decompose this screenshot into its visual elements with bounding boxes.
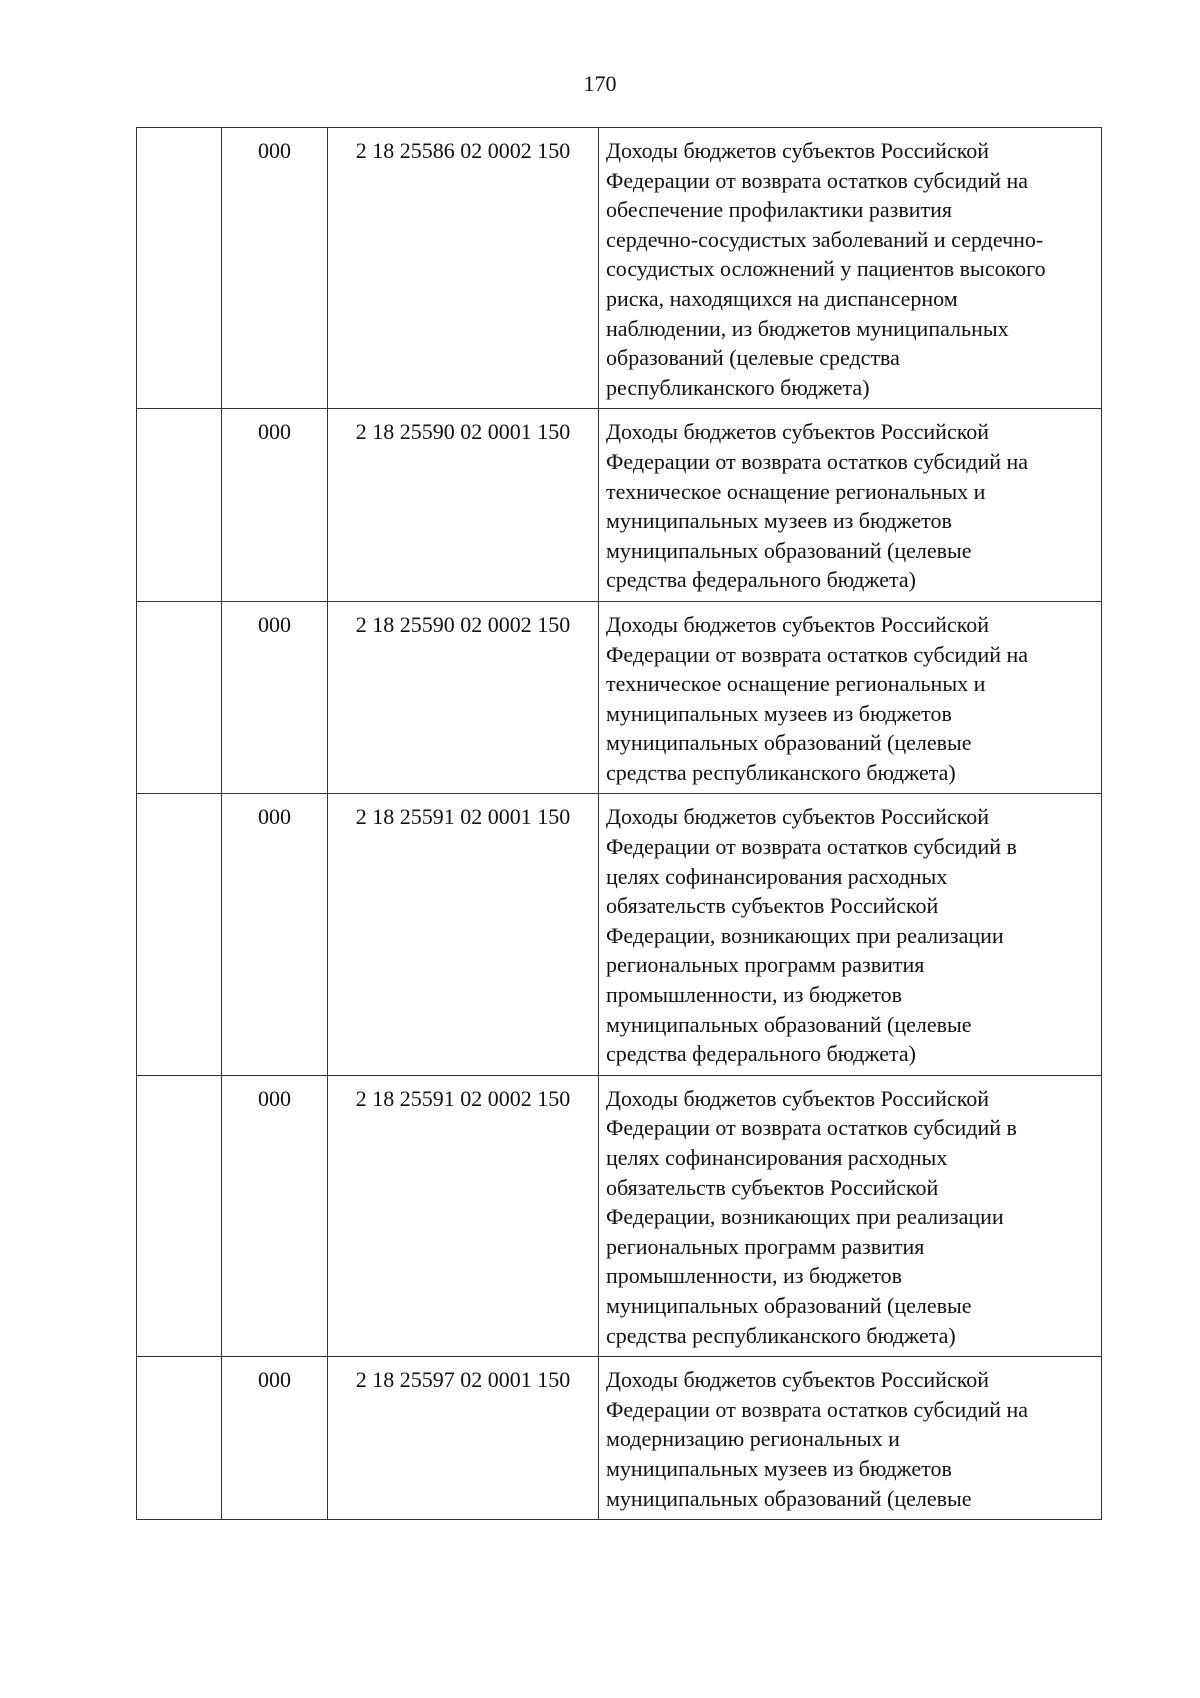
description-line: Доходы бюджетов субъектов Российской: [606, 1085, 990, 1111]
empty-cell: [137, 1075, 222, 1356]
description-line: Доходы бюджетов субъектов Российской: [606, 611, 990, 637]
description-cell: [599, 128, 1102, 409]
admin-code-cell: 000: [222, 1357, 328, 1520]
description-line: Федерации от возврата остатков субсидий на: [606, 448, 1029, 474]
description-line: Федерации, возникающих при реализации: [606, 922, 1004, 948]
table-body: [137, 128, 1102, 1520]
description-line: муниципальных образований (целевые: [606, 1485, 972, 1511]
description-line: средства республиканского бюджета): [606, 1322, 956, 1348]
description-line: Федерации от возврата остатков субсидий в: [606, 834, 1017, 860]
description-line: Федерации от возврата остатков субсидий в: [606, 1115, 1017, 1141]
description-line: риска, находящихся на диспансерном: [606, 285, 958, 311]
table-row: [137, 128, 1102, 409]
admin-code-cell: 000: [222, 128, 328, 409]
empty-cell: [137, 409, 222, 602]
description-line: Доходы бюджетов субъектов Российской: [606, 419, 990, 445]
admin-code-cell: 000: [222, 1075, 328, 1356]
description-line: муниципальных образований (целевые: [606, 537, 972, 563]
empty-cell: [137, 1357, 222, 1520]
kbk-code-cell: 2 18 25597 02 0001 150: [328, 1357, 599, 1520]
description-line: Федерации от возврата остатков субсидий на: [606, 641, 1029, 667]
description-line: целях софинансирования расходных: [606, 1145, 948, 1170]
admin-code-cell: 000: [222, 601, 328, 794]
description-line: муниципальных музеев из бюджетов: [606, 1455, 952, 1481]
description-line: муниципальных музеев из бюджетов: [606, 700, 952, 726]
description-line: региональных программ развития: [606, 1233, 925, 1259]
description-line: сердечно-сосудистых заболеваний и сердечно-: [606, 226, 1044, 252]
description-line: промышленности, из бюджетов: [606, 1263, 903, 1289]
description-cell: [599, 409, 1102, 602]
description-line: муниципальных музеев из бюджетов: [606, 508, 952, 534]
description-line: образований (целевые средства: [606, 345, 900, 371]
description-line: Доходы бюджетов субъектов Российской: [606, 804, 990, 830]
empty-cell: [137, 794, 222, 1075]
description-line: техническое оснащение региональных и: [606, 671, 986, 697]
kbk-code-cell: 2 18 25586 02 0002 150: [328, 128, 599, 409]
description-line: наблюдении, из бюджетов муниципальных: [606, 315, 1009, 341]
budget-classification-table: [136, 127, 1102, 1520]
description-line: муниципальных образований (целевые: [606, 1011, 972, 1037]
kbk-code-cell: 2 18 25590 02 0002 150: [328, 601, 599, 794]
description-line: промышленности, из бюджетов: [606, 982, 903, 1008]
description-line: средства федерального бюджета): [606, 567, 916, 593]
table-row: [137, 409, 1102, 602]
kbk-code-cell: 2 18 25591 02 0002 150: [328, 1075, 599, 1356]
table-row: [137, 794, 1102, 1075]
description-line: сосудистых осложнений у пациентов высокого: [606, 256, 1046, 282]
description-cell: [599, 601, 1102, 794]
description-cell: [599, 1357, 1102, 1520]
description-line: Доходы бюджетов субъектов Российской: [606, 138, 990, 163]
kbk-code-cell: 2 18 25590 02 0001 150: [328, 409, 599, 602]
description-line: Доходы бюджетов субъектов Российской: [606, 1367, 990, 1393]
description-line: обязательств субъектов Российской: [606, 893, 939, 919]
description-line: техническое оснащение региональных и: [606, 478, 986, 504]
description-line: муниципальных образований (целевые: [606, 730, 972, 756]
empty-cell: [137, 128, 222, 409]
description-line: муниципальных образований (целевые: [606, 1292, 972, 1318]
page-number: 170: [583, 71, 617, 96]
description-line: целях софинансирования расходных: [606, 863, 948, 889]
table-row: [137, 601, 1102, 794]
description-line: модернизацию региональных и: [606, 1426, 900, 1452]
description-line: Федерации от возврата остатков субсидий на: [606, 167, 1029, 193]
description-cell: [599, 794, 1102, 1075]
admin-code-cell: 000: [222, 794, 328, 1075]
description-line: обеспечение профилактики развития: [606, 197, 953, 223]
description-line: Федерации, возникающих при реализации: [606, 1204, 1004, 1230]
description-line: региональных программ развития: [606, 952, 925, 978]
description-line: средства республиканского бюджета): [606, 759, 956, 785]
kbk-code-cell: 2 18 25591 02 0001 150: [328, 794, 599, 1075]
description-line: средства федерального бюджета): [606, 1041, 916, 1067]
table-row: [137, 1357, 1102, 1520]
description-cell: [599, 1075, 1102, 1356]
table-row: [137, 1075, 1102, 1356]
admin-code-cell: 000: [222, 409, 328, 602]
description-line: Федерации от возврата остатков субсидий на: [606, 1396, 1029, 1422]
description-line: обязательств субъектов Российской: [606, 1174, 939, 1200]
empty-cell: [137, 601, 222, 794]
description-line: республиканского бюджета): [606, 374, 870, 400]
